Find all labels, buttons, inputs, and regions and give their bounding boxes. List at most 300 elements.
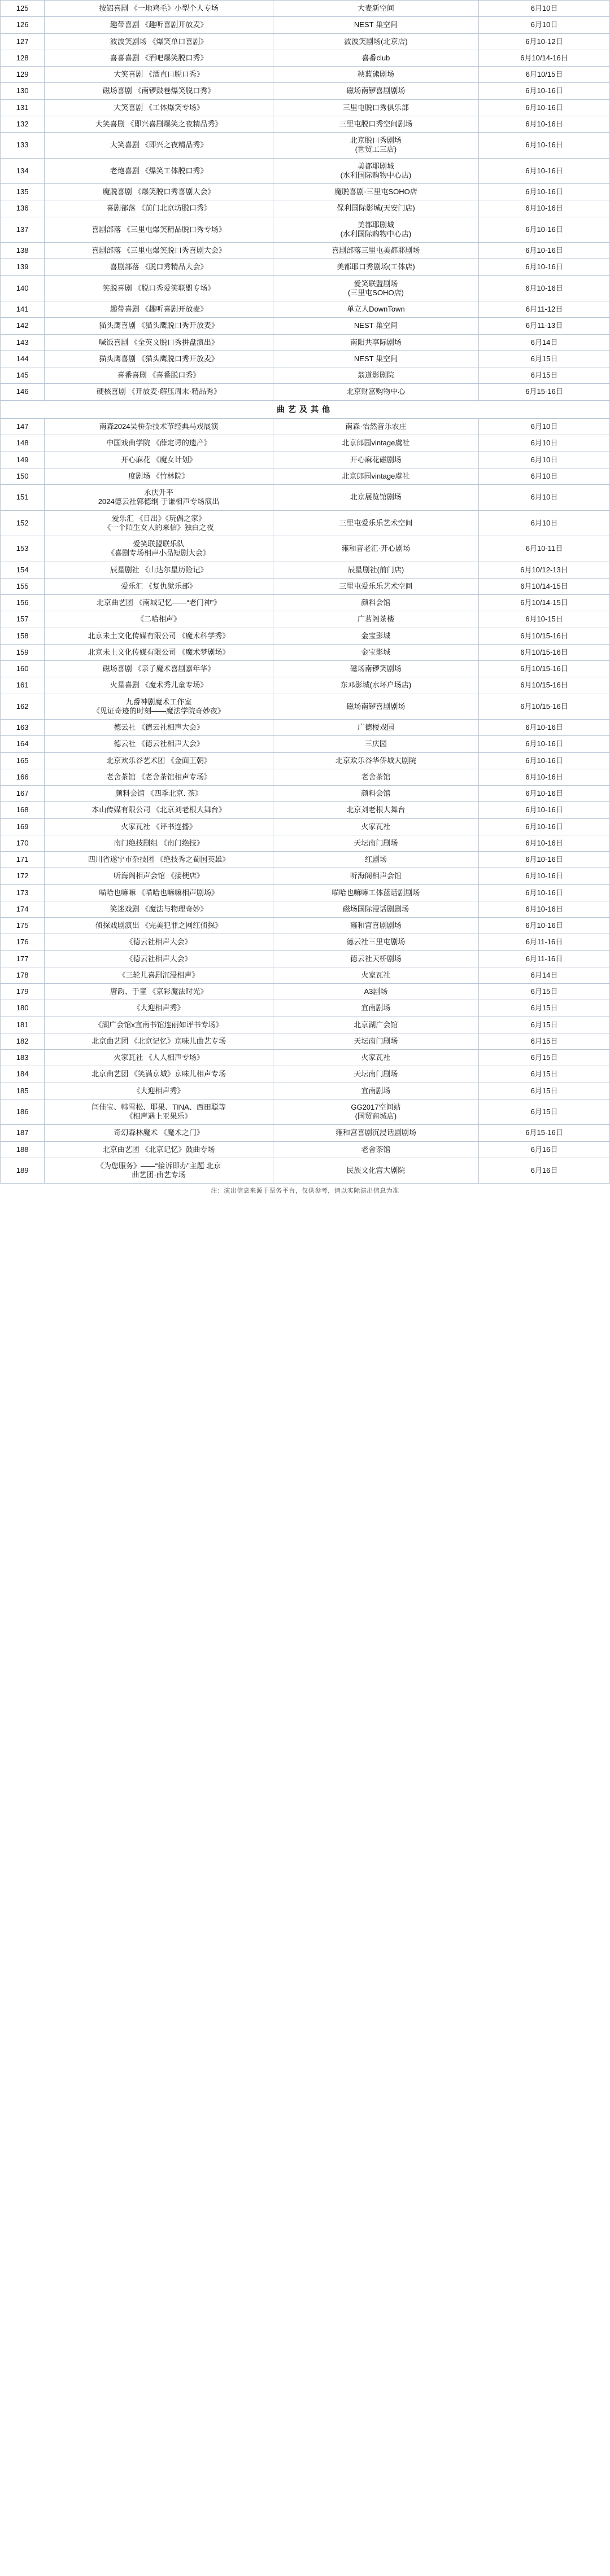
table-row bbox=[1, 1158, 610, 1184]
performance-name bbox=[45, 367, 273, 384]
text-line: 趣带喜剧 《趣听喜剧开放麦》 bbox=[110, 305, 208, 313]
text-line: 《相声遇上亚果乐》 bbox=[125, 1112, 192, 1120]
text-line: 152 bbox=[16, 518, 29, 527]
text-line: 永庆升平 bbox=[144, 488, 174, 497]
text-line: 131 bbox=[16, 103, 29, 112]
row-number bbox=[1, 1125, 45, 1141]
text-line: 142 bbox=[16, 321, 29, 330]
text-line: 喜剧部落 《脱口秀精品大会》 bbox=[110, 262, 208, 271]
row-number bbox=[1, 1033, 45, 1049]
text-line: 三里屯脱口秀俱乐部 bbox=[342, 103, 409, 112]
performance-date bbox=[479, 967, 610, 983]
text-line: 保利国际影城(天安门店) bbox=[337, 204, 415, 213]
performance-date bbox=[479, 694, 610, 720]
table-row bbox=[1, 468, 610, 484]
text-line: 火家瓦社 《评书连播》 bbox=[121, 822, 197, 831]
performance-date bbox=[479, 1083, 610, 1099]
text-line: 6月10/14-15日 bbox=[520, 581, 568, 590]
text-line: 《大迎相声秀》 bbox=[133, 1086, 185, 1095]
text-line: (三里屯SOHO店) bbox=[347, 288, 404, 297]
performance-date bbox=[479, 17, 610, 33]
table-row bbox=[1, 578, 610, 594]
text-line: 老舍茶馆 《老舍茶馆相声专场》 bbox=[106, 772, 211, 781]
performance-venue bbox=[273, 644, 478, 660]
performance-date bbox=[479, 852, 610, 868]
text-line: 156 bbox=[16, 598, 29, 607]
text-line: 183 bbox=[16, 1053, 29, 1062]
text-line: 134 bbox=[16, 166, 29, 175]
row-number bbox=[1, 351, 45, 367]
text-line: 雍和宫喜剧沉浸话剧剧场 bbox=[335, 1128, 416, 1137]
text-line: NEST 巢空间 bbox=[354, 20, 398, 29]
performance-venue bbox=[273, 1017, 478, 1033]
text-line: 6月10/15日 bbox=[525, 70, 563, 78]
table-row bbox=[1, 99, 610, 116]
performance-name bbox=[45, 1033, 273, 1049]
performance-name bbox=[45, 562, 273, 578]
performance-venue bbox=[273, 1066, 478, 1083]
row-number bbox=[1, 720, 45, 736]
performance-venue bbox=[273, 33, 478, 50]
text-line: (水利国际购物中心店) bbox=[340, 170, 412, 179]
table-row bbox=[1, 1033, 610, 1049]
table-row bbox=[1, 1, 610, 17]
text-line: 165 bbox=[16, 756, 29, 765]
performance-name bbox=[45, 918, 273, 934]
table-row bbox=[1, 934, 610, 950]
text-line: 《德云社相声大会》 bbox=[125, 954, 192, 963]
performance-venue bbox=[273, 611, 478, 628]
performance-name bbox=[45, 884, 273, 901]
performance-name bbox=[45, 158, 273, 184]
row-number bbox=[1, 1000, 45, 1017]
row-number bbox=[1, 967, 45, 983]
text-line: 魔脱喜剧 《爆笑脱口秀喜剧大会》 bbox=[102, 187, 215, 196]
text-line: 北京湖广会馆 bbox=[354, 1020, 398, 1029]
text-line: 金宝影城 bbox=[361, 631, 391, 640]
text-line: 北京脱口秀剧场 bbox=[350, 136, 402, 144]
performance-venue bbox=[273, 17, 478, 33]
text-line: 6月10-16日 bbox=[525, 723, 563, 731]
text-line: 128 bbox=[16, 53, 29, 62]
row-number bbox=[1, 628, 45, 644]
performance-date bbox=[479, 644, 610, 660]
text-line: 爱乐汇 《日出》《玩偶之家》 bbox=[111, 514, 206, 523]
text-line: 听海阁相声会馆 《接梗店》 bbox=[114, 871, 204, 880]
text-line: 169 bbox=[16, 822, 29, 831]
text-line: (水利国际购物中心店) bbox=[340, 229, 412, 238]
table-row bbox=[1, 200, 610, 217]
row-number bbox=[1, 50, 45, 66]
text-line: 180 bbox=[16, 1004, 29, 1013]
table-row bbox=[1, 485, 610, 511]
footer-note-row bbox=[1, 1184, 610, 1202]
performance-date bbox=[479, 720, 610, 736]
text-line: GG2017空间站 bbox=[351, 1102, 401, 1111]
row-number bbox=[1, 1158, 45, 1184]
text-line: 《一个陌生女人的来信》独白之夜 bbox=[103, 523, 214, 532]
text-line: 秧蓝熊剧场 bbox=[357, 70, 394, 78]
row-number bbox=[1, 661, 45, 677]
performance-date bbox=[479, 1125, 610, 1141]
text-line: 三庆园 bbox=[364, 739, 387, 748]
text-line: 175 bbox=[16, 921, 29, 930]
performance-date bbox=[479, 918, 610, 934]
text-line: 174 bbox=[16, 904, 29, 913]
table-row bbox=[1, 595, 610, 611]
text-line: 177 bbox=[16, 954, 29, 963]
text-line: 6月10日 bbox=[530, 471, 558, 480]
performance-venue bbox=[273, 384, 478, 400]
performance-name bbox=[45, 200, 273, 217]
performance-date bbox=[479, 243, 610, 259]
performance-name bbox=[45, 116, 273, 132]
performance-date bbox=[479, 1141, 610, 1158]
performance-name bbox=[45, 217, 273, 243]
text-line: 笑脱喜剧 《脱口秀爱笑联盟专场》 bbox=[102, 283, 215, 292]
text-line: 148 bbox=[16, 439, 29, 448]
performance-venue bbox=[273, 769, 478, 785]
performance-date bbox=[479, 818, 610, 835]
text-line: 北京曲艺团 《北京记忆》鼓曲专场 bbox=[102, 1145, 215, 1154]
performance-name bbox=[45, 17, 273, 33]
row-number bbox=[1, 752, 45, 769]
table-row bbox=[1, 351, 610, 367]
text-line: 辰星剧社(前门店) bbox=[347, 565, 404, 574]
text-line: 磁场南锣喜剧剧场 bbox=[346, 702, 406, 711]
performance-name bbox=[45, 1017, 273, 1033]
performance-name bbox=[45, 786, 273, 802]
text-line: 172 bbox=[16, 871, 29, 880]
performance-date bbox=[479, 50, 610, 66]
text-line: 喵哈也嘛嘛工体蓝话剧剧场 bbox=[332, 888, 420, 897]
performance-venue bbox=[273, 485, 478, 511]
performance-venue bbox=[273, 818, 478, 835]
table-row bbox=[1, 967, 610, 983]
text-line: 度剧场 《竹林院》 bbox=[128, 471, 189, 480]
performance-name bbox=[45, 736, 273, 752]
performance-name bbox=[45, 435, 273, 452]
text-line: 广德楼戏园 bbox=[357, 723, 394, 731]
performance-venue bbox=[273, 275, 478, 301]
text-line: 波波笑剧场(北京店) bbox=[344, 37, 408, 46]
text-line: 158 bbox=[16, 631, 29, 640]
text-line: 6月15日 bbox=[530, 987, 558, 996]
table-row bbox=[1, 677, 610, 694]
performance-venue bbox=[273, 562, 478, 578]
table-row bbox=[1, 435, 610, 452]
performance-date bbox=[479, 1050, 610, 1066]
text-line: 6月15-16日 bbox=[525, 1128, 563, 1137]
performance-name bbox=[45, 644, 273, 660]
text-line: 德云社天桥剧场 bbox=[350, 954, 402, 963]
text-line: 149 bbox=[16, 455, 29, 464]
performance-name bbox=[45, 99, 273, 116]
text-line: 6月14日 bbox=[530, 338, 558, 347]
text-line: 德云社 《德云社相声大会》 bbox=[114, 739, 204, 748]
text-line: 125 bbox=[16, 4, 29, 12]
performance-venue bbox=[273, 661, 478, 677]
text-line: 6月10日 bbox=[530, 4, 558, 12]
performance-name bbox=[45, 184, 273, 200]
performance-venue bbox=[273, 133, 478, 159]
performance-venue bbox=[273, 628, 478, 644]
performance-date bbox=[479, 116, 610, 132]
text-line: 179 bbox=[16, 987, 29, 996]
text-line: 6月15-16日 bbox=[525, 387, 563, 396]
row-number bbox=[1, 1099, 45, 1125]
text-line: 磁场南锣喜剧剧场 bbox=[346, 86, 406, 95]
performance-name bbox=[45, 934, 273, 950]
text-line: 硬核喜剧 《开放麦·解压周末·精品秀》 bbox=[96, 387, 221, 396]
text-line: 中国戏曲学院 《薛定谔的遗产》 bbox=[106, 439, 211, 448]
performance-name bbox=[45, 275, 273, 301]
performance-venue bbox=[273, 802, 478, 818]
table-row bbox=[1, 611, 610, 628]
row-number bbox=[1, 644, 45, 660]
text-line: 6月16日 bbox=[530, 1166, 558, 1175]
row-number bbox=[1, 485, 45, 511]
row-number bbox=[1, 318, 45, 334]
text-line: 6月10/14-16日 bbox=[520, 53, 568, 62]
table-row bbox=[1, 884, 610, 901]
text-line: 6月10日 bbox=[530, 455, 558, 464]
performance-venue bbox=[273, 720, 478, 736]
text-line: 6月10-16日 bbox=[525, 283, 563, 292]
performance-venue bbox=[273, 351, 478, 367]
text-line: 171 bbox=[16, 855, 29, 864]
performance-name bbox=[45, 468, 273, 484]
text-line: 北京未土文化传媒有限公司 《魔术梦剧场》 bbox=[88, 647, 230, 656]
table-row bbox=[1, 1066, 610, 1083]
text-line: 129 bbox=[16, 70, 29, 78]
row-number bbox=[1, 1, 45, 17]
performance-name bbox=[45, 578, 273, 594]
row-number bbox=[1, 1017, 45, 1033]
performance-date bbox=[479, 802, 610, 818]
performance-venue bbox=[273, 868, 478, 884]
text-line: 天坛南门剧场 bbox=[354, 1070, 398, 1079]
text-line: 南森2024吴桥杂技术节经典马戏展演 bbox=[99, 422, 219, 431]
performance-name bbox=[45, 802, 273, 818]
text-line: 6月10-16日 bbox=[525, 166, 563, 175]
table-row bbox=[1, 116, 610, 132]
performance-venue bbox=[273, 595, 478, 611]
text-line: 喜剧部落 《三里屯爆笑脱口秀喜剧大会》 bbox=[91, 246, 226, 255]
performance-date bbox=[479, 868, 610, 884]
text-line: 6月10-16日 bbox=[525, 225, 563, 234]
performance-name bbox=[45, 595, 273, 611]
text-line: 143 bbox=[16, 338, 29, 347]
row-number bbox=[1, 562, 45, 578]
text-line: 奇幻森林魔术 《魔术之门》 bbox=[114, 1128, 204, 1137]
text-line: 火家瓦社 《人人相声专场》 bbox=[114, 1053, 204, 1062]
table-row bbox=[1, 1141, 610, 1158]
text-line: 185 bbox=[16, 1086, 29, 1095]
performance-name bbox=[45, 694, 273, 720]
text-line: 雍和音老汇·开心剧场 bbox=[341, 544, 411, 553]
row-number bbox=[1, 243, 45, 259]
text-line: 北京欢乐谷华侨城大剧院 bbox=[335, 756, 416, 765]
row-number bbox=[1, 1083, 45, 1099]
performance-date bbox=[479, 510, 610, 536]
row-number bbox=[1, 786, 45, 802]
text-line: 开心麻花磁剧场 bbox=[350, 455, 402, 464]
text-line: 《德云社相声大会》 bbox=[125, 937, 192, 947]
performance-date bbox=[479, 835, 610, 851]
text-line: (国贸商城店) bbox=[355, 1112, 397, 1120]
table-row bbox=[1, 901, 610, 917]
performance-name bbox=[45, 1099, 273, 1125]
row-number bbox=[1, 611, 45, 628]
text-line: 北京欢乐谷艺术团 《金面王朝》 bbox=[106, 756, 211, 765]
table-row bbox=[1, 1050, 610, 1066]
row-number bbox=[1, 736, 45, 752]
performance-date bbox=[479, 83, 610, 99]
text-line: 南门绝技剧组 《南门绝技》 bbox=[114, 838, 204, 847]
performance-date bbox=[479, 275, 610, 301]
table-row bbox=[1, 868, 610, 884]
text-line: 喜剧部落 《三里屯爆笑精品脱口秀专场》 bbox=[91, 225, 226, 234]
table-row bbox=[1, 301, 610, 318]
text-line: 6月10-16日 bbox=[525, 739, 563, 748]
table-row bbox=[1, 1099, 610, 1125]
text-line: 161 bbox=[16, 681, 29, 690]
table-row bbox=[1, 67, 610, 83]
text-line: 颜料会馆 《四季北京. 茶》 bbox=[115, 789, 202, 798]
row-number bbox=[1, 419, 45, 435]
performance-venue bbox=[273, 835, 478, 851]
performance-name bbox=[45, 852, 273, 868]
footer-note: 注：演出信息来源于票务平台，仅供参考，请以实际演出信息为准 bbox=[211, 1188, 399, 1195]
text-line: 单立人DownTown bbox=[347, 305, 405, 313]
table-row bbox=[1, 786, 610, 802]
row-number bbox=[1, 99, 45, 116]
performance-name bbox=[45, 950, 273, 967]
row-number bbox=[1, 510, 45, 536]
performance-venue bbox=[273, 200, 478, 217]
text-line: 北京展览馆剧场 bbox=[350, 493, 402, 502]
performance-date bbox=[479, 1000, 610, 1017]
text-line: NEST 巢空间 bbox=[354, 354, 398, 363]
performance-venue bbox=[273, 694, 478, 720]
performance-venue bbox=[273, 1033, 478, 1049]
text-line: 本山传媒有限公司 《北京刘老根大舞台》 bbox=[91, 805, 226, 814]
performance-name bbox=[45, 1066, 273, 1083]
text-line: 151 bbox=[16, 493, 29, 502]
text-line: 167 bbox=[16, 789, 29, 798]
performance-name bbox=[45, 1083, 273, 1099]
performance-venue bbox=[273, 1125, 478, 1141]
text-line: 颜料会馆 bbox=[361, 598, 391, 607]
text-line: 6月15日 bbox=[530, 354, 558, 363]
performance-date bbox=[479, 217, 610, 243]
text-line: 闫佳宝、韩雪松、耶果、TINA、西田聪等 bbox=[91, 1102, 226, 1111]
text-line: 6月10-16日 bbox=[525, 789, 563, 798]
row-number bbox=[1, 901, 45, 917]
table-row bbox=[1, 835, 610, 851]
text-line: 喵哈也嘛嘛 《喵哈也嘛嘛相声剧场》 bbox=[99, 888, 219, 897]
performance-venue bbox=[273, 736, 478, 752]
text-line: 侦探戏剧演出 《完美犯罪之网红侦探》 bbox=[95, 921, 223, 930]
text-line: 北京刘老根大舞台 bbox=[346, 805, 406, 814]
text-line: 127 bbox=[16, 37, 29, 46]
table-row bbox=[1, 562, 610, 578]
performance-name bbox=[45, 83, 273, 99]
performance-date bbox=[479, 950, 610, 967]
text-line: 160 bbox=[16, 664, 29, 673]
row-number bbox=[1, 868, 45, 884]
table-row bbox=[1, 452, 610, 468]
text-line: 6月15日 bbox=[530, 1036, 558, 1045]
text-line: 辰星剧社 《山达尔星历险记》 bbox=[110, 565, 208, 574]
performance-date bbox=[479, 628, 610, 644]
schedule-body bbox=[1, 1, 610, 1203]
text-line: 大笑喜剧 《酒直口脱口秀》 bbox=[114, 70, 204, 78]
text-line: 6月10-16日 bbox=[525, 871, 563, 880]
text-line: 北京财富购物中心 bbox=[346, 387, 406, 396]
row-number bbox=[1, 33, 45, 50]
performance-name bbox=[45, 536, 273, 562]
text-line: 2024德云社郭德纲 于谦相声专场演出 bbox=[98, 497, 220, 506]
text-line: 144 bbox=[16, 354, 29, 363]
text-line: 《二哈相声》 bbox=[137, 615, 181, 624]
text-line: 6月15日 bbox=[530, 1020, 558, 1029]
table-row bbox=[1, 1125, 610, 1141]
table-row bbox=[1, 275, 610, 301]
performance-name bbox=[45, 485, 273, 511]
text-line: 老舍茶馆 bbox=[361, 772, 391, 781]
performance-date bbox=[479, 1158, 610, 1184]
performance-name bbox=[45, 868, 273, 884]
table-row bbox=[1, 694, 610, 720]
text-line: 170 bbox=[16, 838, 29, 847]
performance-venue bbox=[273, 1, 478, 17]
table-row bbox=[1, 367, 610, 384]
performance-venue bbox=[273, 677, 478, 694]
performance-venue bbox=[273, 1050, 478, 1066]
text-line: 6月15日 bbox=[530, 1004, 558, 1013]
row-number bbox=[1, 468, 45, 484]
performance-venue bbox=[273, 884, 478, 901]
row-number bbox=[1, 301, 45, 318]
row-number bbox=[1, 259, 45, 275]
table-row bbox=[1, 769, 610, 785]
text-line: 火家瓦社 bbox=[361, 822, 391, 831]
row-number bbox=[1, 802, 45, 818]
text-line: 大笑喜剧 《即兴之夜精品秀》 bbox=[110, 141, 208, 150]
performance-date bbox=[479, 661, 610, 677]
text-line: 北京曲艺团 《笑满京城》京味儿相声专场 bbox=[91, 1070, 226, 1079]
text-line: 6月15日 bbox=[530, 1107, 558, 1116]
performance-venue bbox=[273, 1000, 478, 1017]
performance-venue bbox=[273, 452, 478, 468]
text-line: 6月10-11日 bbox=[525, 544, 563, 553]
text-line: 颜料会馆 bbox=[361, 789, 391, 798]
performance-name bbox=[45, 67, 273, 83]
text-line: 6月10-16日 bbox=[525, 888, 563, 897]
performance-schedule-table bbox=[0, 0, 610, 1202]
text-line: 猫头鹰喜剧 《猫头鹰脱口秀开放麦》 bbox=[99, 321, 219, 330]
text-line: 南阳共享际剧场 bbox=[350, 338, 402, 347]
text-line: 《喜剧专场相声小品短剧大会》 bbox=[107, 549, 211, 558]
text-line: 曲艺团·曲艺专场 bbox=[132, 1171, 186, 1179]
text-line: 168 bbox=[16, 805, 29, 814]
row-number bbox=[1, 133, 45, 159]
text-line: 186 bbox=[16, 1107, 29, 1116]
table-row bbox=[1, 950, 610, 967]
text-line: 三里屯爱乐乐艺术空间 bbox=[339, 581, 413, 590]
